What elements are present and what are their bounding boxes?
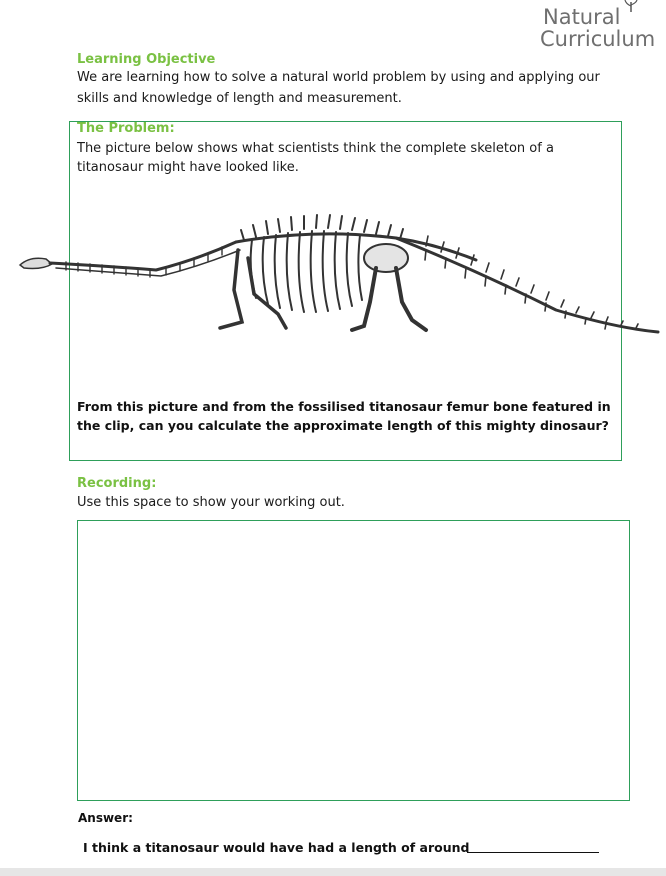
problem-question-line-1: From this picture and from the fossilised titanosaur femur bone featured in bbox=[77, 399, 611, 414]
logo-text-natural: Natural bbox=[543, 5, 621, 29]
leaf-sprig-icon bbox=[622, 0, 640, 12]
answer-label: Answer: bbox=[78, 811, 133, 825]
answer-sentence: I think a titanosaur would have had a length of around bbox=[83, 840, 470, 855]
titanosaur-skeleton-illustration bbox=[16, 210, 662, 340]
problem-text-line-2: titanosaur might have looked like. bbox=[77, 160, 299, 175]
working-out-box[interactable] bbox=[77, 520, 630, 801]
objective-text-line-2: skills and knowledge of length and measurement. bbox=[77, 91, 402, 106]
problem-heading: The Problem: bbox=[77, 121, 175, 136]
objective-text-line-1: We are learning how to solve a natural world problem by using and applying our bbox=[77, 70, 600, 85]
problem-text-line-1: The picture below shows what scientists think the complete skeleton of a bbox=[77, 141, 554, 156]
bottom-scroll-strip bbox=[0, 868, 666, 876]
recording-instruction: Use this space to show your working out. bbox=[77, 495, 345, 510]
objective-heading: Learning Objective bbox=[77, 52, 216, 67]
recording-heading: Recording: bbox=[77, 476, 157, 491]
logo-text-curriculum: Curriculum bbox=[540, 27, 656, 51]
answer-blank-line[interactable] bbox=[467, 852, 599, 853]
problem-question-line-2: the clip, can you calculate the approximate length of this mighty dinosaur? bbox=[77, 418, 609, 433]
